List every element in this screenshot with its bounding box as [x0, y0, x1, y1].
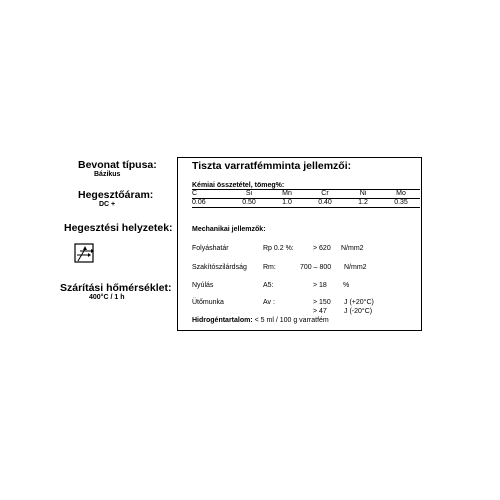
chemical-value-cell: 0.35	[382, 199, 420, 208]
elongation-symbol: A5:	[263, 282, 274, 289]
elongation-value: > 18	[313, 282, 327, 289]
coating-type-label: Bevonat típusa:	[78, 159, 157, 171]
yield-strength-value: > 620	[313, 245, 331, 252]
chemical-header-cell: Mo	[382, 190, 420, 199]
chemical-composition-table	[192, 189, 420, 208]
chemical-value-row	[192, 199, 420, 208]
welding-position-icon	[72, 241, 96, 265]
hydrogen-content-label: Hidrogéntartalom:	[192, 317, 253, 324]
welding-positions-label: Hegesztési helyzetek:	[64, 222, 173, 234]
impact-energy-value: > 150	[313, 299, 331, 306]
tensile-strength-symbol: Rm:	[263, 264, 276, 271]
chemical-value-cell: 0.06	[192, 199, 230, 208]
chemical-header-cell: Ni	[344, 190, 382, 199]
yield-strength-symbol: Rp 0.2 %:	[263, 245, 294, 252]
chemical-composition-title: Kémiai összetétel, tömeg%:	[192, 182, 285, 189]
chemical-header-cell: C	[192, 190, 230, 199]
tensile-strength-unit: N/mm2	[344, 264, 367, 271]
yield-strength-name: Folyáshatár	[192, 245, 229, 252]
chemical-header-cell: Cr	[306, 190, 344, 199]
impact-energy-symbol: Av :	[263, 299, 275, 306]
impact-energy-name: Ütőmunka	[192, 299, 224, 306]
chemical-header-cell: Mn	[268, 190, 306, 199]
welding-current-label: Hegesztőáram:	[78, 189, 154, 201]
tensile-strength-name: Szakítószilárdság	[192, 264, 247, 271]
impact-energy-value-2: > 47	[313, 308, 327, 315]
welding-current-value: DC +	[99, 201, 116, 208]
hydrogen-content-value: < 5 ml / 100 g varratfém	[252, 317, 329, 324]
drying-temperature-value: 400°C / 1 h	[89, 294, 125, 301]
properties-box	[177, 157, 422, 331]
hydrogen-content	[192, 317, 329, 324]
chemical-value-cell: 0.40	[306, 199, 344, 208]
impact-energy-unit-2: J (-20°C)	[344, 308, 373, 315]
box-title: Tiszta varratfémminta jellemzői:	[192, 160, 352, 172]
chemical-value-cell: 0.50	[230, 199, 268, 208]
chemical-value-cell: 1.2	[344, 199, 382, 208]
chemical-header-row	[192, 190, 420, 199]
tensile-strength-value: 700 – 800	[300, 264, 332, 271]
elongation-name: Nyúlás	[192, 282, 214, 289]
coating-type-value: Bázikus	[94, 171, 121, 178]
elongation-unit: %	[343, 282, 350, 289]
mechanical-properties-title: Mechanikai jellemzők:	[192, 226, 266, 233]
impact-energy-unit: J (+20°C)	[344, 299, 374, 306]
chemical-header-cell: Si	[230, 190, 268, 199]
yield-strength-unit: N/mm2	[341, 245, 364, 252]
chemical-value-cell: 1.0	[268, 199, 306, 208]
drying-temperature-label: Szárítási hőmérséklet:	[60, 282, 172, 294]
